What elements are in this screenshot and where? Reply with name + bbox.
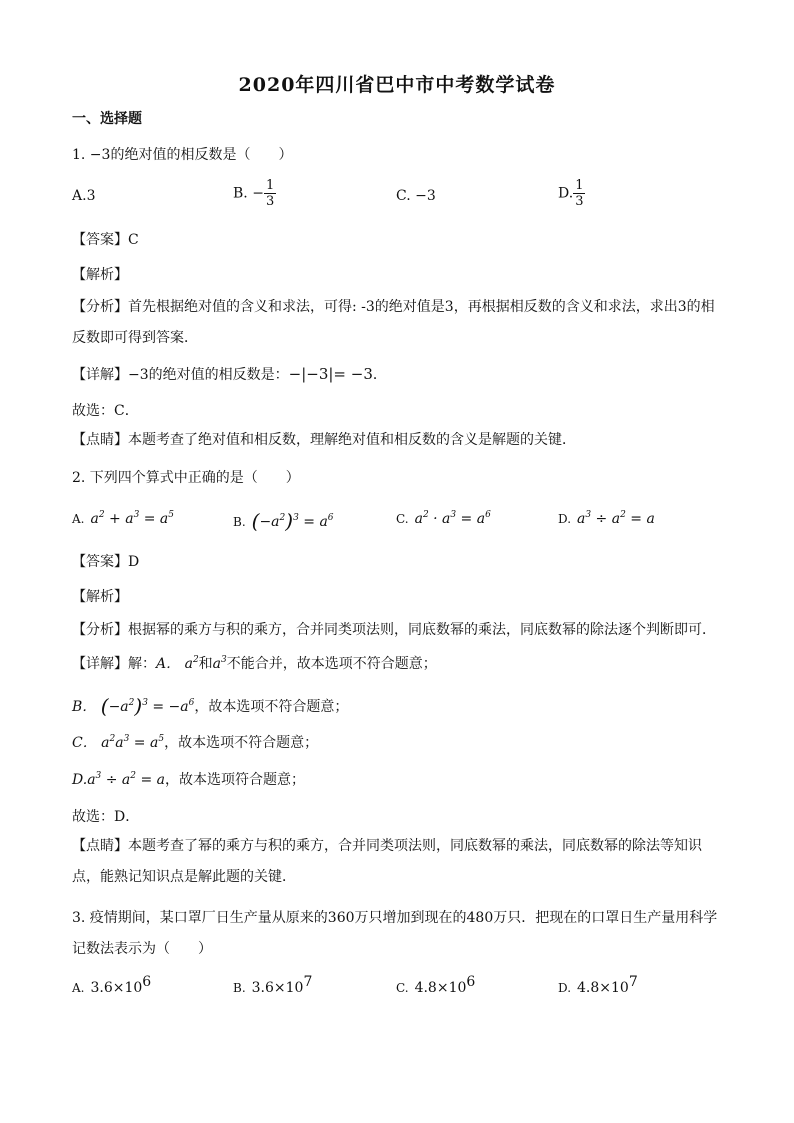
denominator: 3: [575, 194, 584, 209]
q2-option-a: [72, 511, 174, 527]
mantissa: 4.8: [414, 980, 437, 996]
option-label: D.: [558, 981, 572, 995]
option-ref: B．: [72, 699, 97, 715]
q2-line-c: [72, 734, 318, 752]
math-expression: $a^2 \cdot a^3 = a^6$: [414, 510, 491, 527]
question-2-stem: 2. 下列四个算式中正确的是（ ）: [72, 470, 300, 486]
q1-fenxi: 【分析】首先根据绝对值的含义和求法，可得: -3的绝对值是3，再根据相反数的含义和求法，求出3的相反数即可得到答案．: [72, 299, 715, 346]
exponent: 7: [628, 974, 638, 990]
q2-line-b: [72, 694, 349, 718]
q1-xiangjie: [72, 365, 387, 384]
option-label: D.: [558, 512, 572, 526]
text: ，故本选项不符合题意；: [164, 735, 319, 751]
q2-choice: 故选：D．: [72, 809, 140, 825]
math-expression: $(-a^2)^3 = a^6$: [251, 509, 334, 533]
page-title: 2020年四川省巴中市中考数学试卷: [238, 74, 556, 96]
option-label: B.: [233, 981, 246, 995]
numerator: 1: [265, 178, 275, 193]
q3-option-a: A. $3.6\times 10^6$: [72, 974, 152, 996]
option-label: C.: [396, 512, 409, 526]
q1-option-c: [396, 188, 436, 204]
label: 【详解】: [72, 367, 128, 383]
option-label: A.: [72, 981, 85, 995]
mantissa: 3.6: [251, 980, 274, 996]
text: ，故本选项不符合题意；: [194, 699, 349, 715]
fraction: [573, 178, 585, 209]
numerator: 1: [575, 178, 584, 193]
text: −3的绝对值的相反数是：: [128, 367, 289, 383]
q1-analysis-heading: 【解析】: [72, 267, 128, 283]
q2-line-d: [72, 771, 305, 789]
q1-dianjing: 【点睛】本题考查了绝对值和相反数，理解绝对值和相反数的含义是解题的关键．: [72, 432, 576, 448]
question-1-stem: 1. −3的绝对值的相反数是（ ）: [72, 147, 293, 163]
math-expression: −|−3|= −3: [288, 365, 373, 383]
math-expression: $a^3 \div a^2 = a$: [577, 510, 655, 527]
option-label: C.: [396, 981, 409, 995]
q2-option-d: [558, 511, 655, 527]
text: ，故本选项符合题意；: [164, 772, 305, 788]
q3-option-b: B. $3.6\times 10^7$: [233, 974, 313, 996]
option-label: B.: [233, 515, 246, 529]
q2-dianjing: 【点睛】本题考查了幂的乘方与积的乘方，合并同类项法则，同底数幂的乘法，同底数幂的除法等知识点，能熟记知识点是解此题的关键．: [72, 838, 702, 885]
option-label: B.: [233, 185, 248, 202]
q1-choice: 故选：C．: [72, 403, 139, 419]
option-value: 3: [86, 188, 96, 204]
math-expression: $a^3$: [212, 655, 227, 672]
period: ．: [372, 367, 387, 383]
text: 和: [198, 656, 213, 672]
exponent: 6: [466, 974, 476, 990]
fraction: [264, 178, 276, 209]
option-sign: −: [252, 185, 264, 202]
option-ref: D.: [72, 772, 88, 788]
q2-fenxi: 【分析】根据幂的乘方与积的乘方，合并同类项法则，同底数幂的乘法，同底数幂的除法逐个判断即可．: [72, 622, 716, 638]
option-ref: A．: [156, 656, 181, 672]
q2-xiangjie: [72, 655, 437, 673]
section-heading: 一、选择题: [72, 111, 142, 127]
question-3-stem: 3. 疫情期间，某口罩厂日生产量从原来的360万只增加到现在的480万只．把现在的口罩日生产量用科学记数法表示为（ ）: [72, 910, 718, 957]
q1-option-a: [72, 188, 95, 204]
mantissa: 3.6: [90, 980, 113, 996]
mantissa: 4.8: [577, 980, 600, 996]
option-label: A.: [72, 512, 85, 526]
math-expression: $a^2 + a^3 = a^5$: [90, 510, 175, 527]
option-label: D.: [558, 185, 574, 202]
exponent: 7: [303, 974, 313, 990]
math-expression: $a^2a^3 = a^5$: [101, 734, 165, 751]
text: 不能合并，故本选项不符合题意；: [226, 656, 437, 672]
q2-option-b: [233, 509, 334, 533]
exponent: 6: [142, 974, 152, 990]
q2-option-c: [396, 511, 491, 527]
q2-analysis-heading: 【解析】: [72, 589, 128, 605]
math-expression: $(-a^2)^3 = -a^6$: [100, 694, 195, 718]
math-expression: $a^2$: [184, 655, 199, 672]
denominator: 3: [265, 194, 275, 209]
option-label: A.: [72, 188, 87, 204]
option-ref: C．: [72, 735, 97, 751]
q2-answer: 【答案】D: [72, 554, 140, 570]
label: 【详解】解：: [72, 656, 156, 672]
q1-answer: 【答案】C: [72, 232, 139, 248]
q1-option-b: [233, 178, 276, 209]
q1-option-d: [558, 178, 585, 209]
option-value: −3: [415, 188, 436, 204]
math-expression: $a^3 \div a^2 = a$: [87, 771, 165, 788]
option-label: C.: [396, 188, 411, 204]
q3-option-d: D. $4.8\times 10^7$: [558, 974, 638, 996]
q3-option-c: C. $4.8\times 10^6$: [396, 974, 476, 996]
